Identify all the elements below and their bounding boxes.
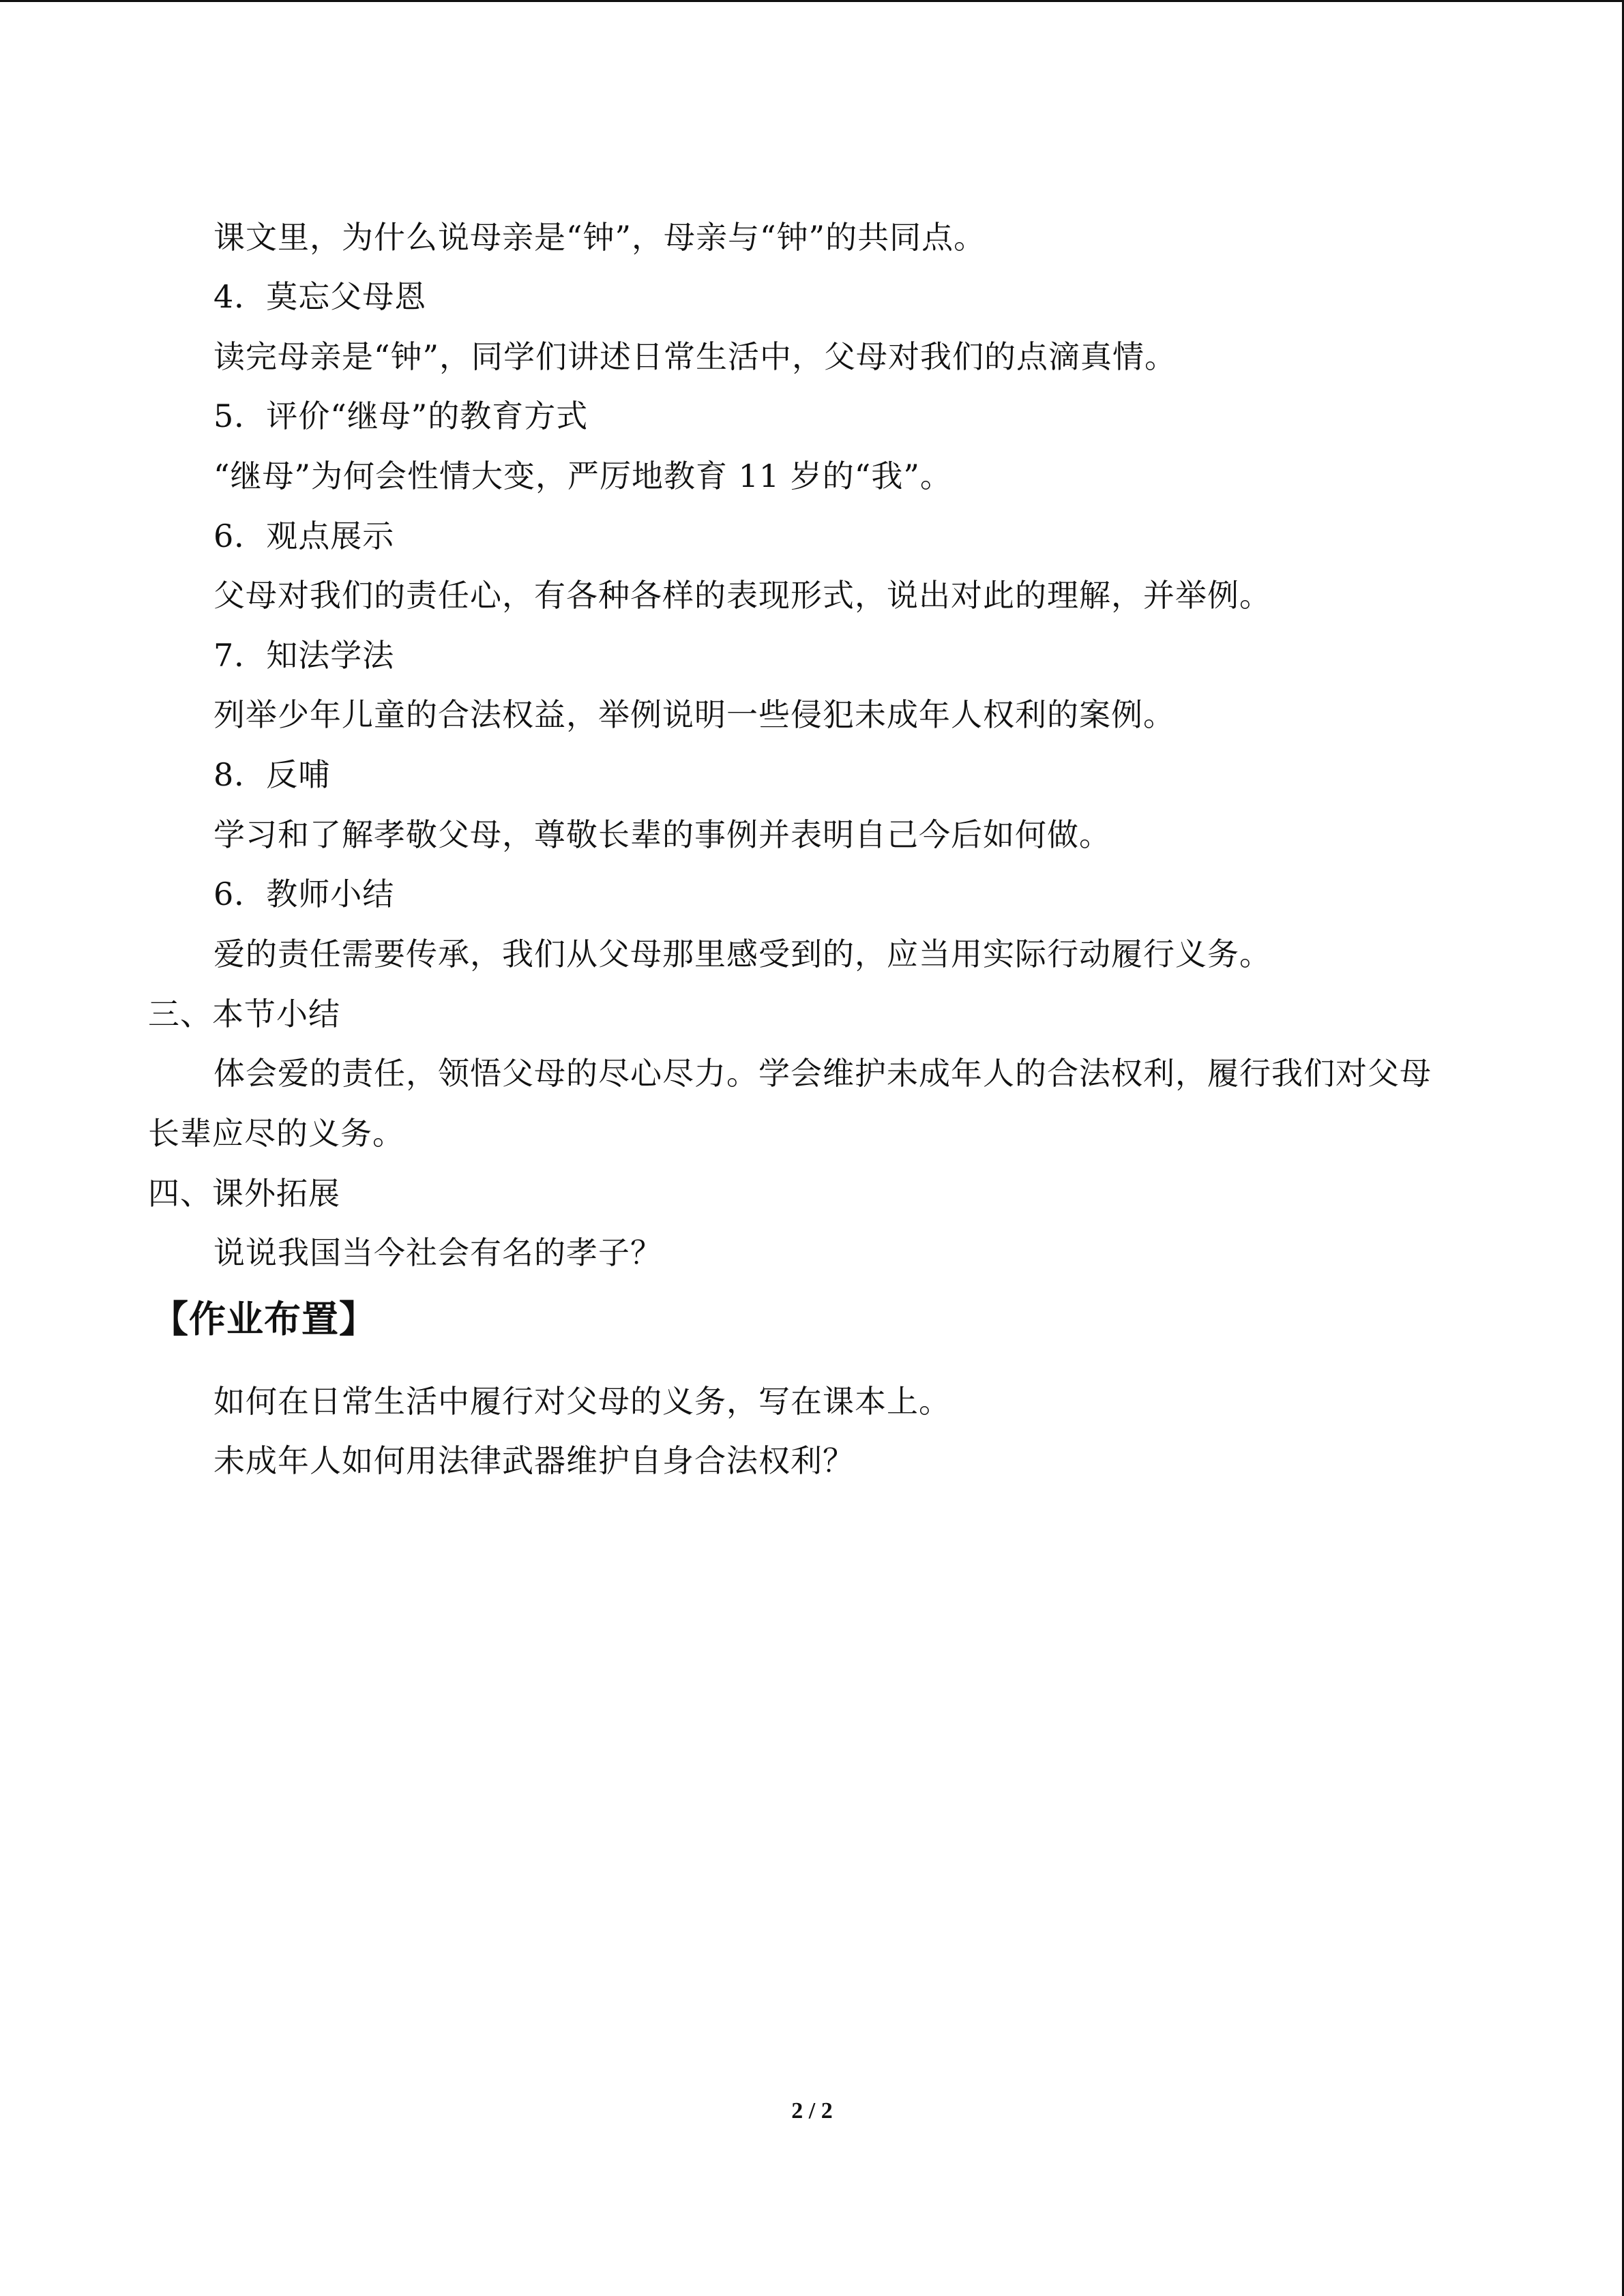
item-heading: 7．知法学法 (213, 637, 395, 674)
section-heading: 三、本节小结 (148, 996, 340, 1032)
paragraph-text: 读完母亲是“钟”，同学们讲述日常生活中，父母对我们的点滴真情。 (213, 338, 1177, 375)
item-heading: 6．教师小结 (213, 876, 395, 912)
paragraph-text: 如何在日常生活中履行对父母的义务，写在课本上。 (213, 1383, 951, 1420)
paragraph-text: 未成年人如何用法律武器维护自身合法权利？ (213, 1442, 855, 1479)
paragraph-text: “继母”为何会性情大变，严厉地教育 11 岁的“我”。 (213, 458, 952, 494)
assignment-heading: 【作业布置】 (151, 1298, 377, 1341)
item-heading: 6．观点展示 (213, 518, 395, 554)
item-heading: 8．反哺 (213, 756, 331, 793)
page-border-top (0, 0, 1624, 2)
paragraph-text: 说说我国当今社会有名的孝子？ (213, 1234, 662, 1271)
paragraph-text: 长辈应尽的义务。 (148, 1115, 404, 1152)
paragraph-text: 课文里，为什么说母亲是“钟”，母亲与“钟”的共同点。 (213, 219, 986, 256)
paragraph-text: 学习和了解孝敬父母，尊敬长辈的事例并表明自己今后如何做。 (213, 816, 1111, 853)
paragraph-text: 爱的责任需要传承，我们从父母那里感受到的，应当用实际行动履行义务。 (213, 936, 1271, 972)
item-heading: 4．莫忘父母恩 (213, 278, 427, 315)
paragraph-text: 体会爱的责任，领悟父母的尽心尽力。学会维护未成年人的合法权利，履行我们对父母 (213, 1055, 1432, 1092)
item-heading: 5．评价“继母”的教育方式 (213, 398, 589, 434)
paragraph-text: 父母对我们的责任心，有各种各样的表现形式，说出对此的理解，并举例。 (213, 577, 1271, 614)
paragraph-text: 列举少年儿童的合法权益，举例说明一些侵犯未成年人权利的案例。 (213, 696, 1175, 733)
page-number: 2 / 2 (791, 2098, 833, 2123)
section-heading: 四、课外拓展 (148, 1175, 340, 1212)
